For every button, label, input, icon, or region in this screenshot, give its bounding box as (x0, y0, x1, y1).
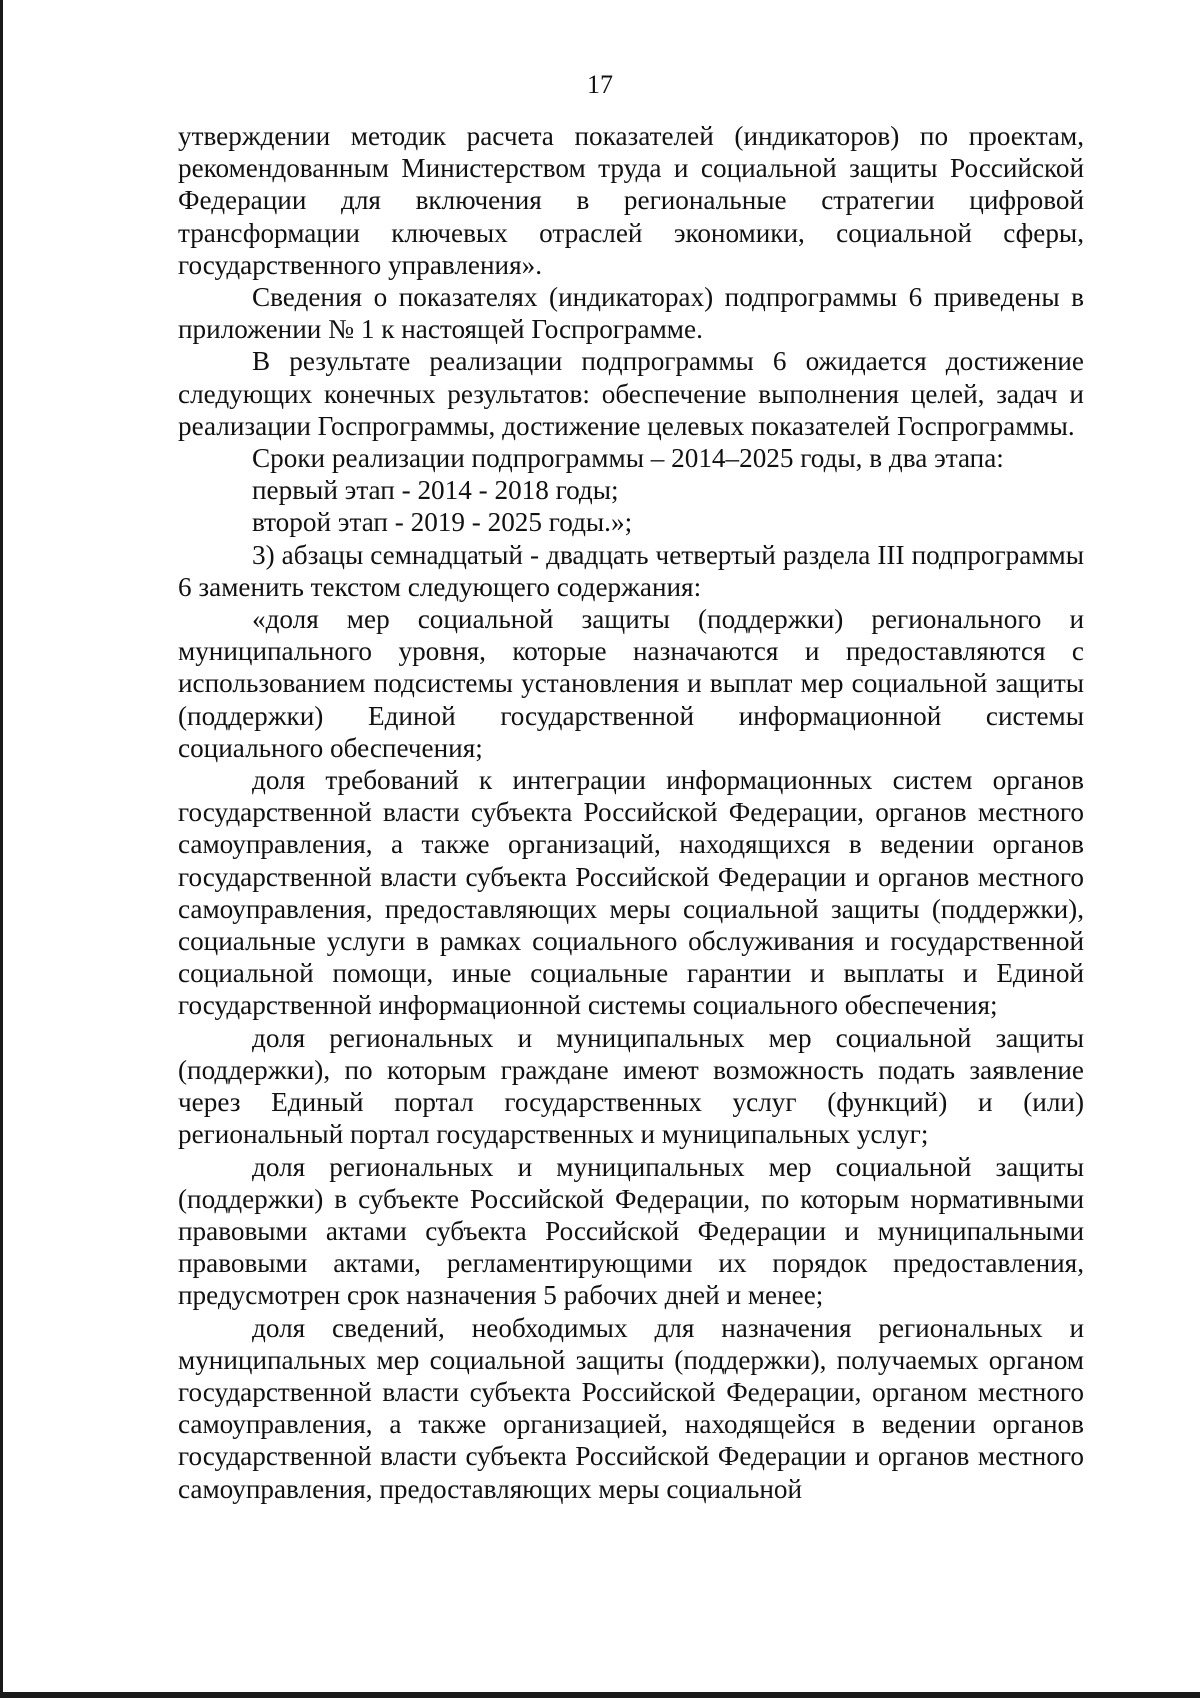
scan-edge-left (0, 0, 3, 1698)
paragraph-share-measures: «доля мер социальной защиты (поддержки) регионального и муниципального уровня, которые назначаются и предоставляются с использованием подсистемы установления и выплат мер социальной защиты (поддержки) Единой государственной информационной системы социального обеспечения; (178, 604, 1084, 763)
paragraph-share-information: доля сведений, необходимых для назначения региональных и муниципальных мер социальной защиты (поддержки), получаемых органом государственной власти субъекта Российской Федерации, органом местного самоуправления, а также организацией, находящейся в ведении органов государственной власти субъекта Российской Федерации и органов местного самоуправления, предоставляющих меры социальной (178, 1312, 1084, 1504)
paragraph-second-stage: второй этап - 2019 - 2025 годы.»; (252, 507, 633, 538)
paragraph-continuation: утверждении методик расчета показателей (индикаторов) по проектам, рекомендованным Министерством труда и социальной защиты Российской Федерации для включения в региональные стратегии цифровой трансформации ключевых отраслей экономики, социальной сферы, государственного управления». (178, 121, 1084, 280)
scan-edge-bottom (0, 1692, 1200, 1698)
document-body (178, 120, 1084, 1505)
page-number: 17 (587, 70, 613, 99)
paragraph-share-five-day-term: доля региональных и муниципальных мер социальной защиты (поддержки) в субъекте Российской Федерации, по которым нормативными правовыми актами субъекта Российской Федерации и муниципальными правовыми актами, регламентирующими их порядок предоставления, предусмотрен срок назначения 5 рабочих дней и менее; (178, 1151, 1084, 1311)
paragraph-expected-results: В результате реализации подпрограммы 6 ожидается достижение следующих конечных результатов: обеспечение выполнения целей, задач и реализации Госпрограммы, достижение целевых показателей Госпрограммы. (178, 346, 1084, 441)
paragraph-share-portal-applications: доля региональных и муниципальных мер социальной защиты (поддержки), по которым граждане имеют возможность подать заявление через Единый портал государственных услуг (функций) и (или) региональный портал государственных и муниципальных услуг; (178, 1022, 1084, 1150)
paragraph-first-stage: первый этап - 2014 - 2018 годы; (252, 475, 619, 506)
paragraph-indicators-info: Сведения о показателях (индикаторах) подпрограммы 6 приведены в приложении № 1 к настоящей Госпрограмме. (178, 282, 1084, 345)
paragraph-amendment-3: 3) абзацы семнадцатый - двадцать четвертый раздела III подпрограммы 6 заменить текстом следующего содержания: (178, 539, 1084, 602)
paragraph-share-integration-requirements: доля требований к интеграции информационных систем органов государственной власти субъекта Российской Федерации, органов местного самоуправления, а также организаций, находящихся в ведении органов государственной власти субъекта Российской Федерации и органов местного самоуправления, предоставляющих меры социальной защиты (поддержки), социальные услуги в рамках социального обслуживания и государственной социальной помощи, иные социальные гарантии и выплаты и Единой государственной информационной системы социального обеспечения; (178, 765, 1084, 1021)
paragraph-implementation-period: Сроки реализации подпрограммы – 2014–2025 годы, в два этапа: (252, 443, 1004, 474)
